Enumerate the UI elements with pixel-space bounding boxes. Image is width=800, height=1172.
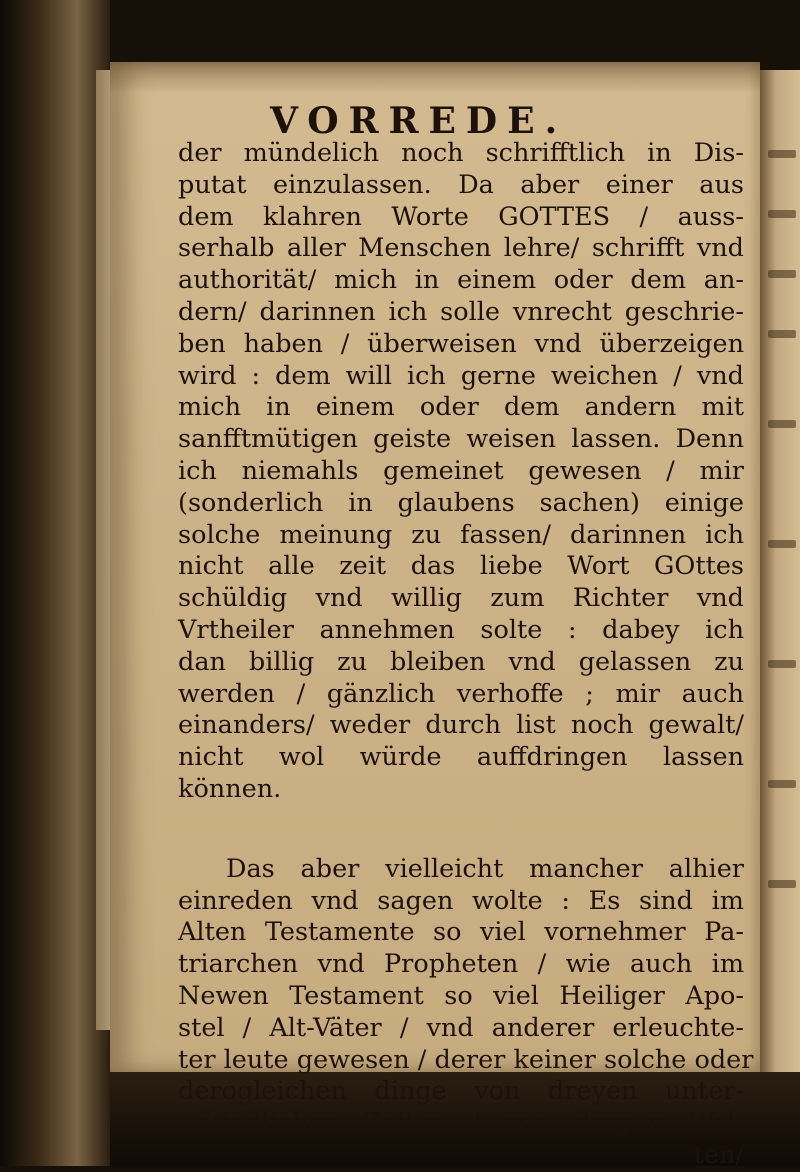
text-line: putat einzulassen. Da aber einer aus <box>178 169 744 200</box>
text-line: Das aber vielleicht mancher alhier <box>226 853 744 884</box>
facing-page-text-fragment <box>768 150 796 158</box>
facing-page-text-fragment <box>768 540 796 548</box>
text-line: (sonderlich in glaubens sachen) einige <box>178 487 744 518</box>
text-line: ich niemahls gemeinet gewesen / mir <box>178 455 744 486</box>
text-line: wird : dem will ich gerne weichen / vnd <box>178 360 744 391</box>
text-line: nicht alle zeit das liebe Wort GOttes <box>178 551 744 582</box>
text-line: Vrtheiler annehmen solte : dabey ich <box>178 614 744 645</box>
text-line: einanders/ weder durch list noch gewalt/ <box>178 710 744 741</box>
text-line: derogleichen dinge von dreyen unter- <box>178 1076 744 1107</box>
previous-page-edge <box>96 70 110 1030</box>
facing-page-text-fragment <box>768 210 796 218</box>
text-line: werden / gänzlich verhoffe ; mir auch <box>178 678 744 709</box>
text-line: triarchen vnd Propheten / wie auch im <box>178 949 744 980</box>
text-line: sanfftmütigen geiste weisen lassen. Denn <box>178 424 744 455</box>
text-line: stel / Alt-Väter / vnd anderer erleuchte- <box>178 1012 744 1043</box>
text-line: einreden vnd sagen wolte : Es sind im <box>178 885 744 916</box>
text-line: mich in einem oder dem andern mit <box>178 392 744 423</box>
facing-page-text-fragment <box>768 660 796 668</box>
facing-page-text-fragment <box>768 420 796 428</box>
text-line: dem klahren Worte GOTTES / auss- <box>178 201 744 232</box>
text-line: serhalb aller Menschen lehre/ schrifft vnd <box>178 233 744 264</box>
catchword: ten/ <box>693 1139 744 1170</box>
text-line: Newen Testament so viel Heiliger Apo- <box>178 980 744 1011</box>
text-line: ben haben / überweisen vnd überzeigen <box>178 328 744 359</box>
page-heading: VORREDE. <box>270 100 568 142</box>
text-line: nicht wol würde auffdringen lassen <box>178 742 744 773</box>
text-line: können. <box>178 773 282 804</box>
text-line: der mündelich noch schrifftlich in Dis- <box>178 138 744 168</box>
text-line: authorität/ mich in einem oder dem an- <box>178 265 744 296</box>
text-line: dan billig zu bleiben vnd gelassen zu <box>178 646 744 677</box>
page-text <box>178 138 754 1172</box>
facing-page-text-fragment <box>768 270 796 278</box>
facing-page-text-fragment <box>768 780 796 788</box>
page-shadow <box>110 62 760 94</box>
facing-page-text-fragment <box>768 330 796 338</box>
book-gutter <box>0 0 110 1166</box>
text-line: ter leute gewesen / derer keiner solche oder <box>178 1044 754 1075</box>
facing-page-text-fragment <box>768 880 796 888</box>
text-line: dern/ darinnen ich solle vnrecht geschrie- <box>178 296 744 327</box>
facing-page-edge <box>760 70 800 1100</box>
text-line: schiedlichen Zeiten / von dreyen Wel- <box>178 1108 744 1139</box>
text-line: schüldig vnd willig zum Richter vnd <box>178 583 744 614</box>
text-line: solche meinung zu fassen/ darinnen ich <box>178 519 744 550</box>
text-line: Alten Testamente so viel vornehmer Pa- <box>178 917 744 948</box>
